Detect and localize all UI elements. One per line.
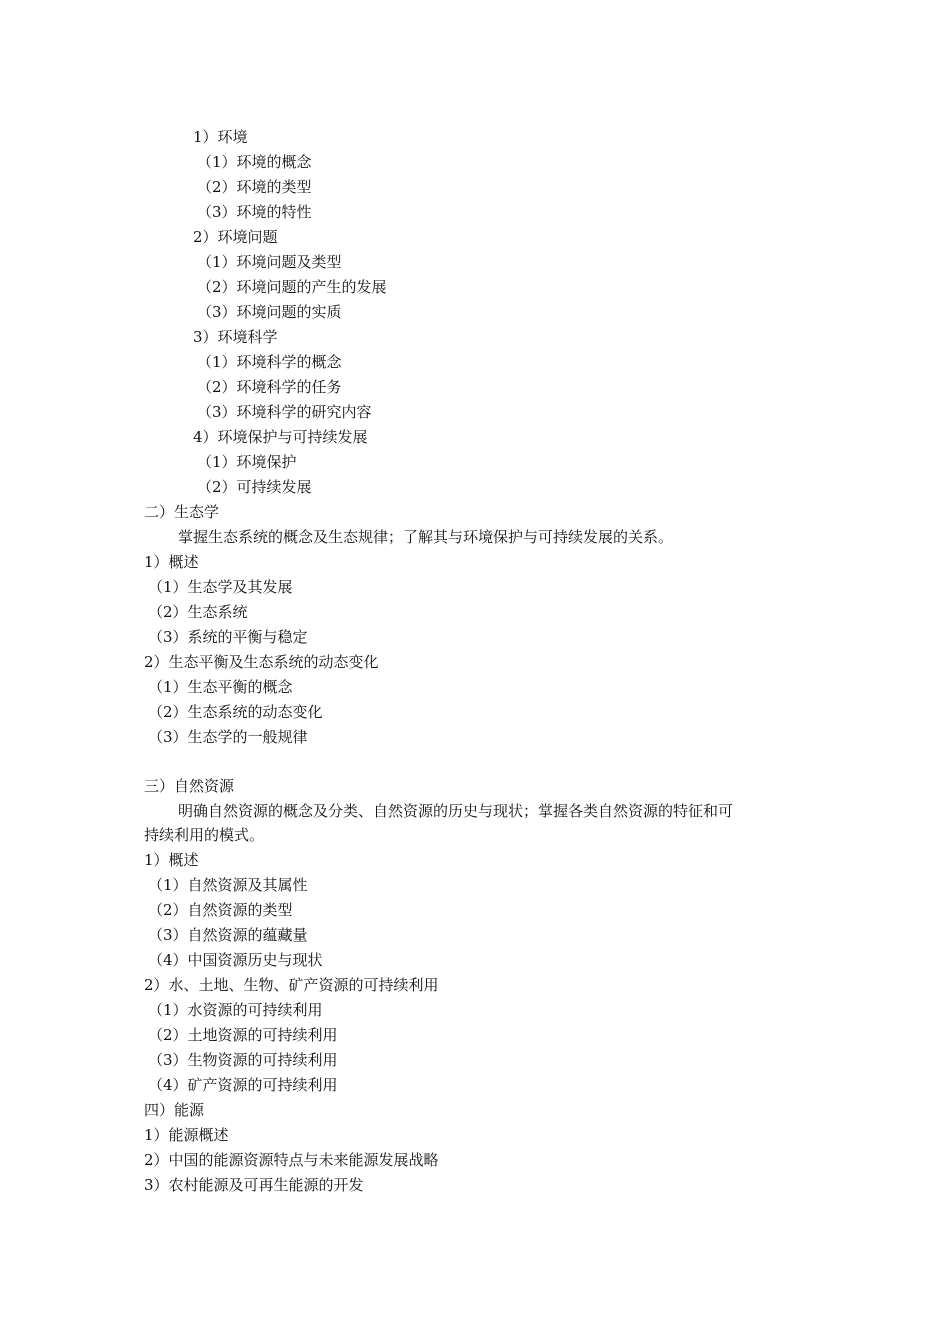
section-intro: 掌握生态系统的概念及生态规律；了解其与环境保护与可持续发展的关系。 bbox=[178, 528, 674, 546]
list-item: （1）生态平衡的概念 bbox=[148, 678, 293, 696]
list-item: 2）中国的能源资源特点与未来能源发展战略 bbox=[144, 1151, 439, 1169]
section-title-energy: 四）能源 bbox=[144, 1101, 205, 1119]
list-item: （2）生态系统 bbox=[148, 603, 248, 621]
list-item: （1）环境科学的概念 bbox=[197, 353, 342, 371]
list-item: （3）生态学的一般规律 bbox=[148, 728, 308, 746]
heading-protection-sustainability: 4）环境保护与可持续发展 bbox=[193, 428, 368, 446]
heading-environment: 1）环境 bbox=[193, 128, 248, 146]
list-item: 1）能源概述 bbox=[144, 1126, 229, 1144]
list-item: 3）农村能源及可再生能源的开发 bbox=[144, 1176, 364, 1194]
list-item: （4）中国资源历史与现状 bbox=[148, 951, 323, 969]
list-item: （2）环境科学的任务 bbox=[197, 378, 342, 396]
list-item: （3）环境科学的研究内容 bbox=[197, 403, 372, 421]
heading-environmental-science: 3）环境科学 bbox=[193, 328, 278, 346]
list-item: （3）自然资源的蕴藏量 bbox=[148, 926, 308, 944]
heading-overview: 1）概述 bbox=[144, 851, 199, 869]
list-item: （2）生态系统的动态变化 bbox=[148, 703, 323, 721]
list-item: （2）可持续发展 bbox=[197, 478, 312, 496]
list-item: （2）自然资源的类型 bbox=[148, 901, 293, 919]
list-item: （3）环境问题的实质 bbox=[197, 303, 342, 321]
heading-overview: 1）概述 bbox=[144, 553, 199, 571]
list-item: （2）土地资源的可持续利用 bbox=[148, 1026, 338, 1044]
heading-environment-problems: 2）环境问题 bbox=[193, 228, 278, 246]
section-intro-continued: 持续利用的模式。 bbox=[144, 826, 265, 844]
list-item: （1）生态学及其发展 bbox=[148, 578, 293, 596]
list-item: （1）环境问题及类型 bbox=[197, 253, 342, 271]
list-item: （3）环境的特性 bbox=[197, 203, 312, 221]
list-item: （1）环境保护 bbox=[197, 453, 297, 471]
list-item: （1）水资源的可持续利用 bbox=[148, 1001, 323, 1019]
heading-ecological-balance: 2）生态平衡及生态系统的动态变化 bbox=[144, 653, 379, 671]
section-title-natural-resources: 三）自然资源 bbox=[144, 777, 235, 795]
heading-sustainable-use: 2）水、土地、生物、矿产资源的可持续利用 bbox=[144, 976, 439, 994]
list-item: （1）环境的概念 bbox=[197, 153, 312, 171]
list-item: （4）矿产资源的可持续利用 bbox=[148, 1076, 338, 1094]
section-title-ecology: 二）生态学 bbox=[144, 503, 220, 521]
list-item: （1）自然资源及其属性 bbox=[148, 876, 308, 894]
list-item: （3）系统的平衡与稳定 bbox=[148, 628, 308, 646]
section-intro: 明确自然资源的概念及分类、自然资源的历史与现状；掌握各类自然资源的特征和可 bbox=[178, 802, 734, 820]
list-item: （3）生物资源的可持续利用 bbox=[148, 1051, 338, 1069]
list-item: （2）环境的类型 bbox=[197, 178, 312, 196]
list-item: （2）环境问题的产生的发展 bbox=[197, 278, 387, 296]
